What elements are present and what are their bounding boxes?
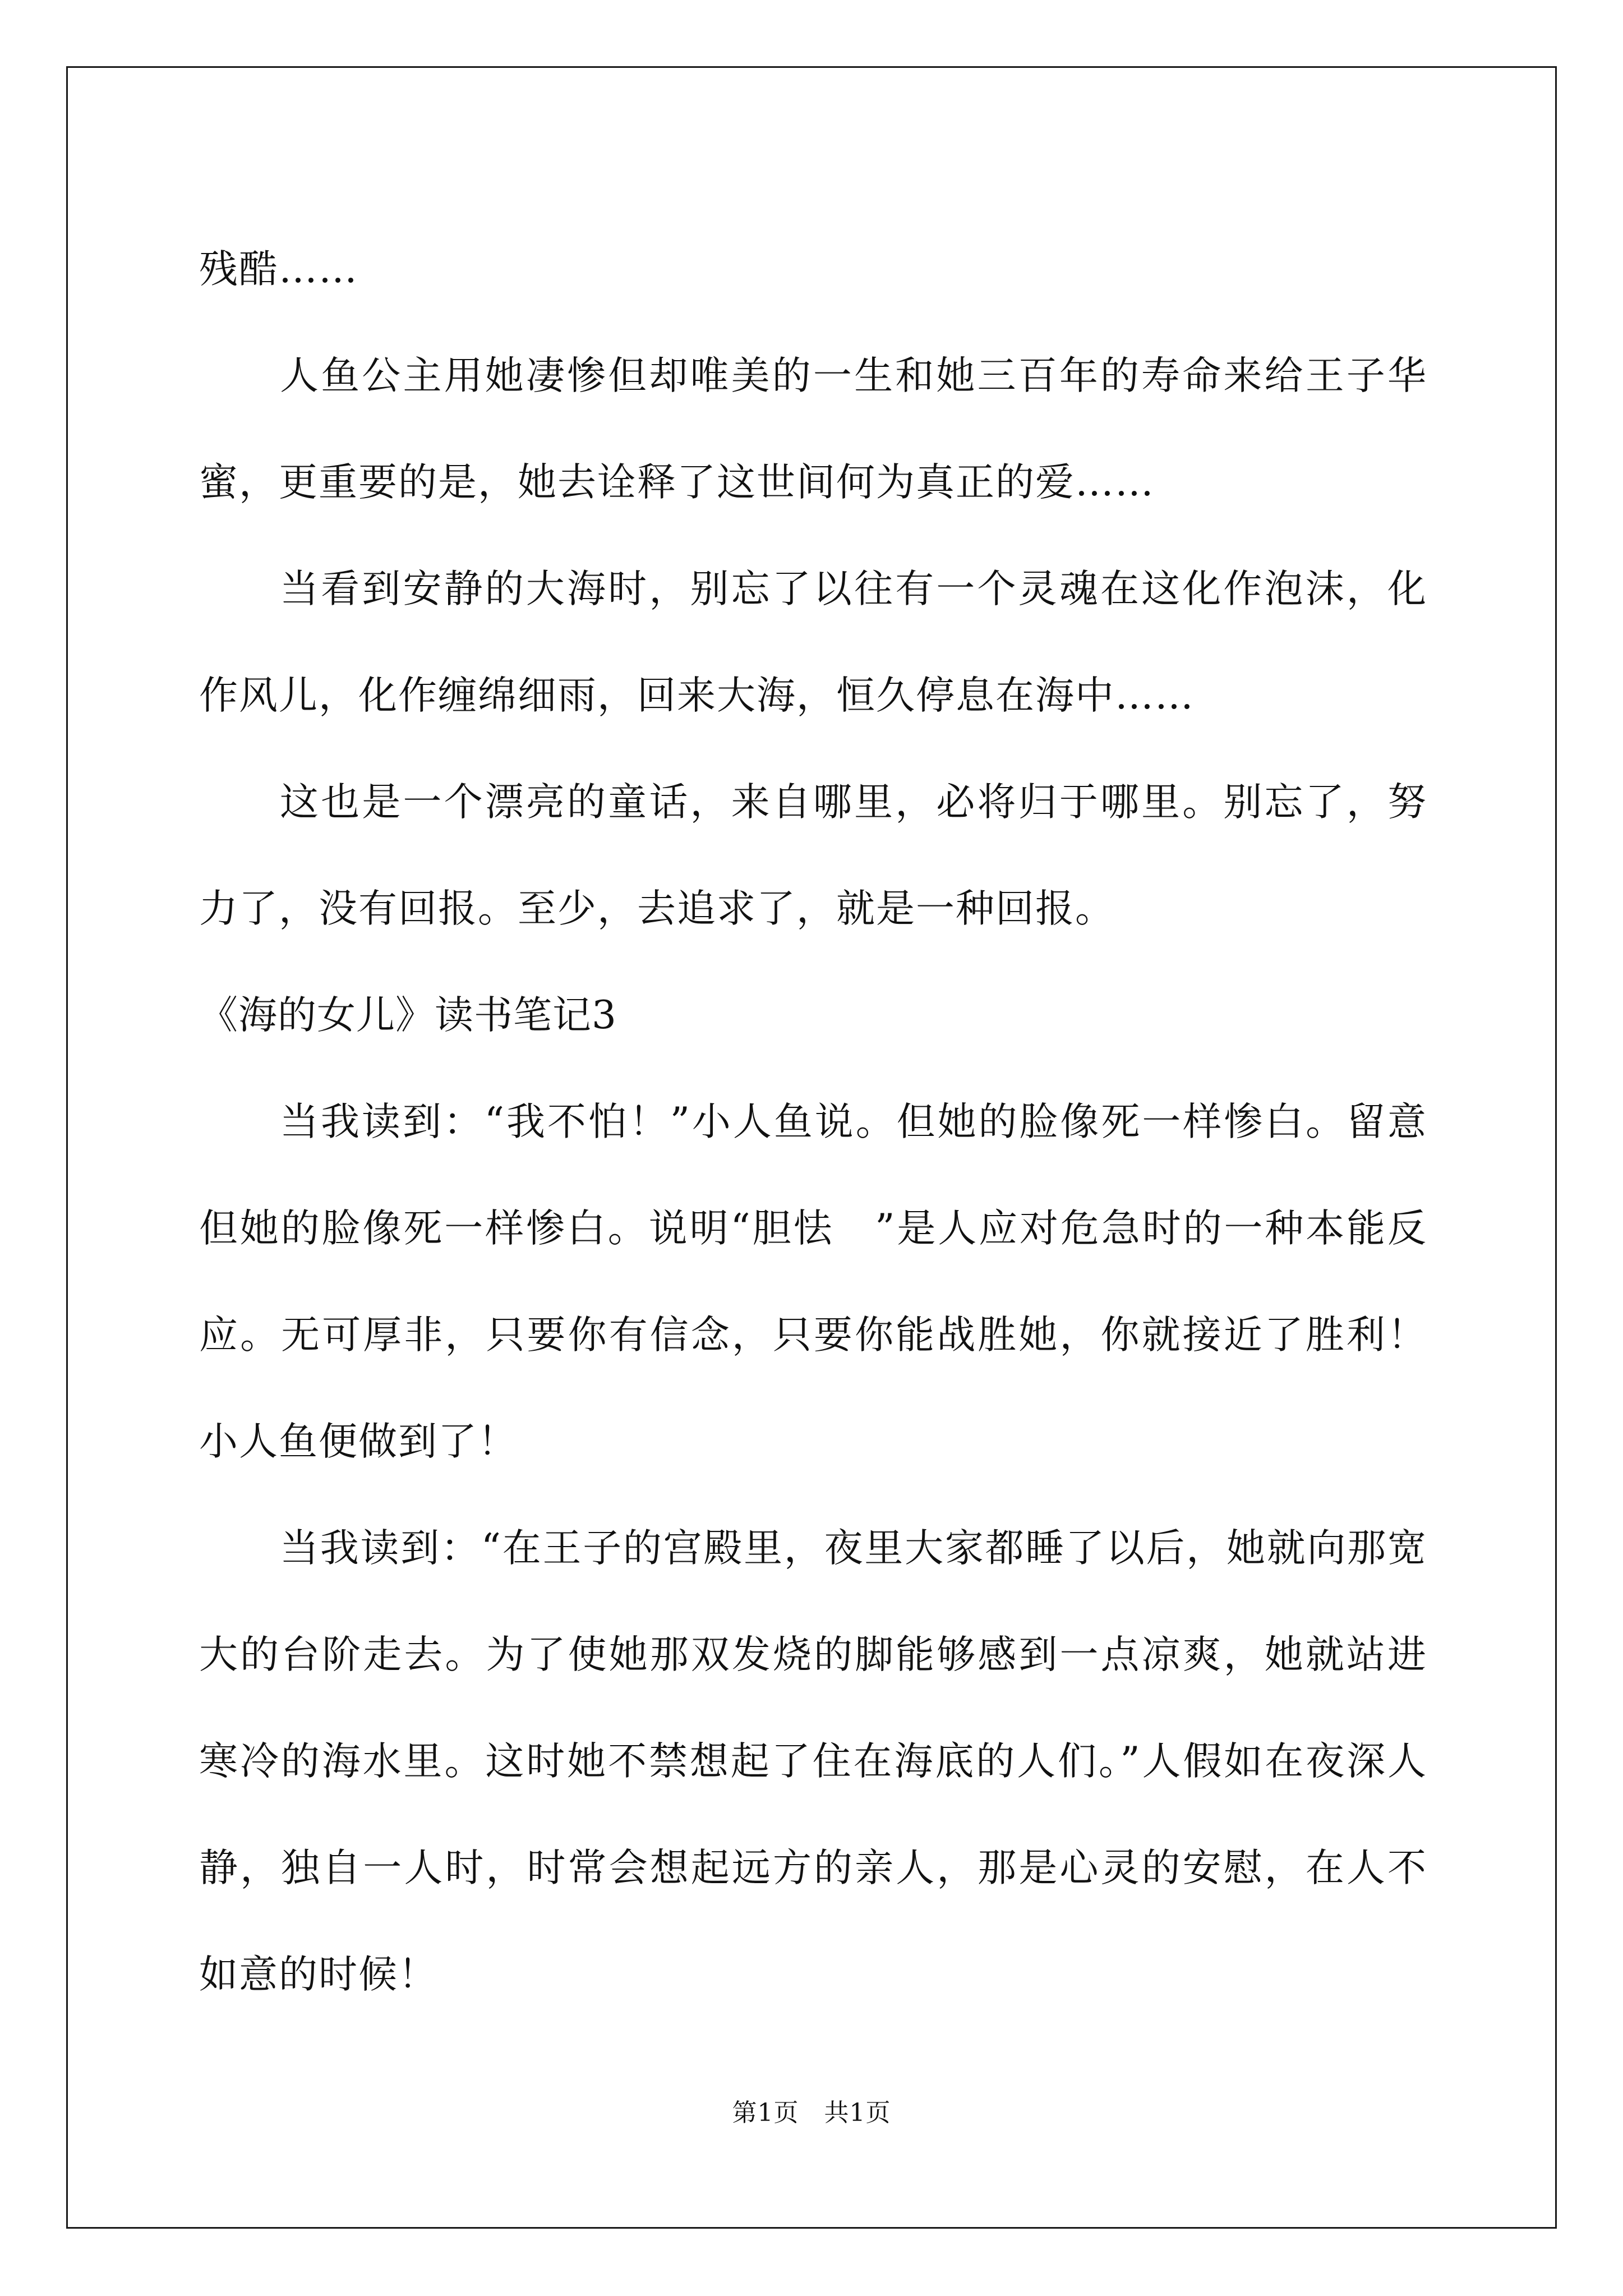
- paragraph-continuation: 残酷……: [199, 247, 358, 292]
- paragraph: 这也是一个漂亮的童话，来自哪里，必将归于哪里。别忘了，努力了，没有回报。至少，去追求了，就是一种回报。: [199, 780, 1427, 931]
- document-body: [199, 216, 1427, 2028]
- paragraph: 人鱼公主用她凄惨但却唯美的一生和她三百年的寿命来给王子华蜜，更重要的是，她去诠释了这世间何为真正的爱……: [199, 353, 1427, 505]
- section-heading: 《海的女儿》读书笔记3: [199, 993, 617, 1038]
- paragraph: 当我读到：“我不怕！”小人鱼说。但她的脸像死一样惨白。留意但她的脸像死一样惨白。说明“胆怯 ”是人应对危急时的一种本能反应。无可厚非，只要你有信念，只要你能战胜她，你就接近了胜利！小人鱼便做到了！: [199, 1099, 1427, 1464]
- paragraph: 当看到安静的大海时，别忘了以往有一个灵魂在这化作泡沫，化作风儿，化作缠绵细雨，回来大海，恒久停息在海中……: [199, 567, 1427, 718]
- paragraph: 当我读到：“在王子的宫殿里，夜里大家都睡了以后，她就向那宽大的台阶走去。为了使她那双发烧的脚能够感到一点凉爽，她就站进寒冷的海水里。这时她不禁想起了住在海底的人们。”人假如在夜深人静，独自一人时，时常会想起远方的亲人，那是心灵的安慰，在人不如意的时候！: [199, 1526, 1427, 1997]
- page-footer: 第1页 共1页: [732, 2099, 891, 2127]
